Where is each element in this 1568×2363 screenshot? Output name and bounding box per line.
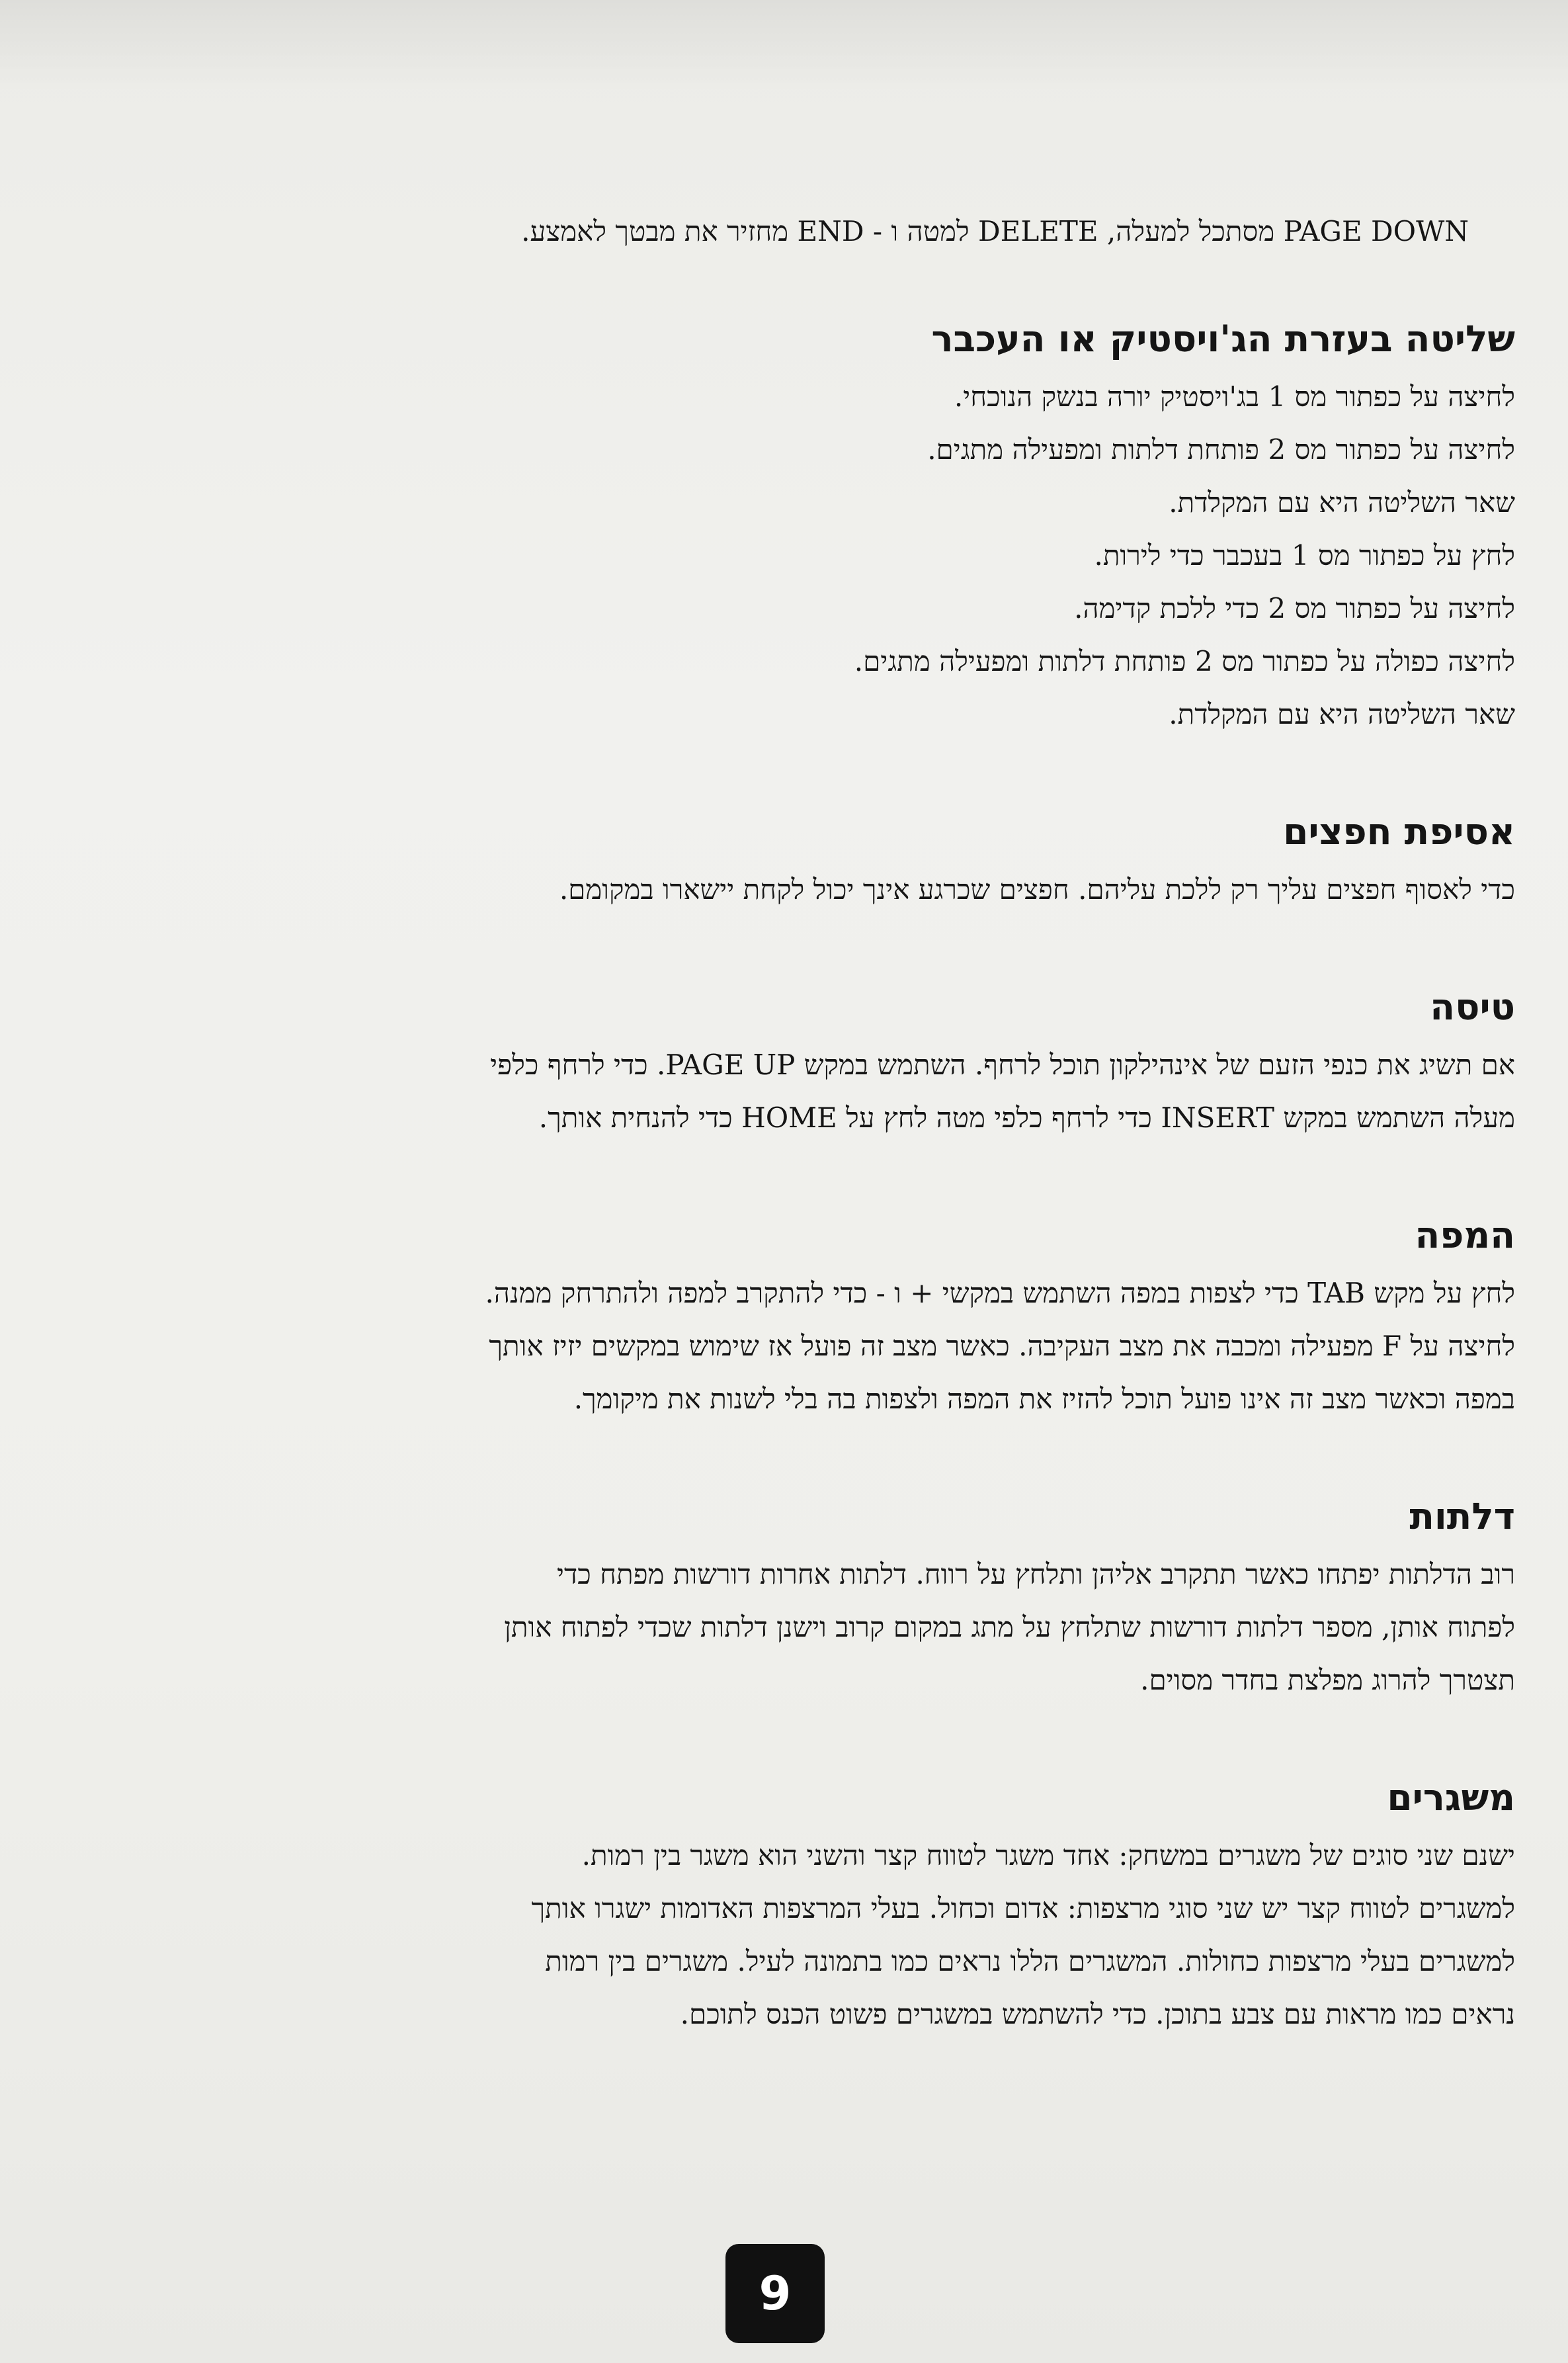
body-line: שאר השליטה היא עם המקלדת. bbox=[1169, 486, 1515, 519]
section-controls-joystick-mouse bbox=[53, 311, 1515, 741]
body-line: נראים כמו מראות עם צבע בתוכן. כדי להשתמש במשגרים פשוט הכנס לתוכם. bbox=[680, 1998, 1515, 2030]
body-line: לחץ על כפתור מס 1 בעכבר כדי לירות. bbox=[1094, 539, 1515, 572]
section-title: שליטה בעזרת הג'ויסטיק או העכבר bbox=[931, 318, 1515, 360]
page-number-badge: 9 bbox=[725, 2244, 825, 2343]
section-flight bbox=[53, 979, 1515, 1144]
body-line: אם תשיג את כנפי הזעם של אינהילקון תוכל לרחף. השתמש במקש PAGE UP. כדי לרחף כלפי bbox=[490, 1049, 1515, 1081]
body-line: שאר השליטה היא עם המקלדת. bbox=[1169, 698, 1515, 730]
intro-line: PAGE DOWN מסתכל למעלה, DELETE למטה ו - END מחזיר את מבטך לאמצע. bbox=[521, 215, 1469, 247]
body-line: למשגרים לטווח קצר יש שני סוגי מרצפות: אדום וכחול. בעלי המרצפות האדומות ישגרו אותך bbox=[531, 1892, 1515, 1924]
page-content bbox=[53, 205, 1515, 2104]
body-line: רוב הדלתות יפתחו כאשר תתקרב אליהן ותלחץ על רווח. דלתות אחרות דורשות מפתח כדי bbox=[557, 1558, 1515, 1590]
scan-shadow bbox=[0, 0, 1568, 93]
body-line: במפה וכאשר מצב זה אינו פועל תוכל להזיז את המפה ולצפות בה בלי לשנות את מיקומך. bbox=[573, 1383, 1515, 1415]
section-map bbox=[53, 1207, 1515, 1426]
body-line: כדי לאסוף חפצים עליך רק ללכת עליהם. חפצים שכרגע אינך יכול לקחת יישארו במקומם. bbox=[559, 873, 1515, 906]
body-line: תצטרך להרוג מפלצת בחדר מסוים. bbox=[1140, 1664, 1515, 1696]
body-line: לחיצה על כפתור מס 2 פותחת דלתות ומפעילה מתגים. bbox=[927, 433, 1515, 466]
body-line: לפתוח אותן, מספר דלתות דורשות שתלחץ על מתג במקום קרוב וישנן דלתות שכדי לפתוח אותן bbox=[504, 1611, 1515, 1643]
section-title: משגרים bbox=[1387, 1776, 1515, 1819]
section-title: אסיפת חפצים bbox=[1283, 810, 1515, 853]
body-line: לחיצה על כפתור מס 1 בג'ויסטיק יורה בנשק הנוכחי. bbox=[954, 380, 1515, 413]
body-line: לחץ על מקש TAB כדי לצפות במפה השתמש במקשי + ו - כדי להתקרב למפה ולהתרחק ממנה. bbox=[485, 1277, 1515, 1309]
section-doors bbox=[53, 1488, 1515, 1707]
section-title: המפה bbox=[1415, 1214, 1515, 1256]
section-title: טיסה bbox=[1430, 986, 1515, 1028]
body-line: לחיצה על F מפעילה ומכבה את מצב העקיבה. כאשר מצב זה פועל אז שימוש במקשים יזיז אותך bbox=[489, 1330, 1515, 1362]
body-line: למשגרים בעלי מרצפות כחולות. המשגרים הללו נראים כמו בתמונה לעיל. משגרים בין רמות bbox=[545, 1945, 1515, 1977]
section-title: דלתות bbox=[1409, 1495, 1515, 1537]
body-line: ישנם שני סוגים של משגרים במשחק: אחד משגר לטווח קצר והשני הוא משגר בין רמות. bbox=[581, 1839, 1515, 1871]
section-collecting-items bbox=[53, 804, 1515, 916]
body-line: מעלה השתמש במקש INSERT כדי לרחף כלפי מטה לחץ על HOME כדי להנחית אותך. bbox=[538, 1101, 1515, 1134]
body-line: לחיצה על כפתור מס 2 כדי ללכת קדימה. bbox=[1074, 592, 1515, 624]
section-teleporters bbox=[53, 1770, 1515, 2041]
body-line: לחיצה כפולה על כפתור מס 2 פותחת דלתות ומפעילה מתגים. bbox=[854, 645, 1515, 677]
